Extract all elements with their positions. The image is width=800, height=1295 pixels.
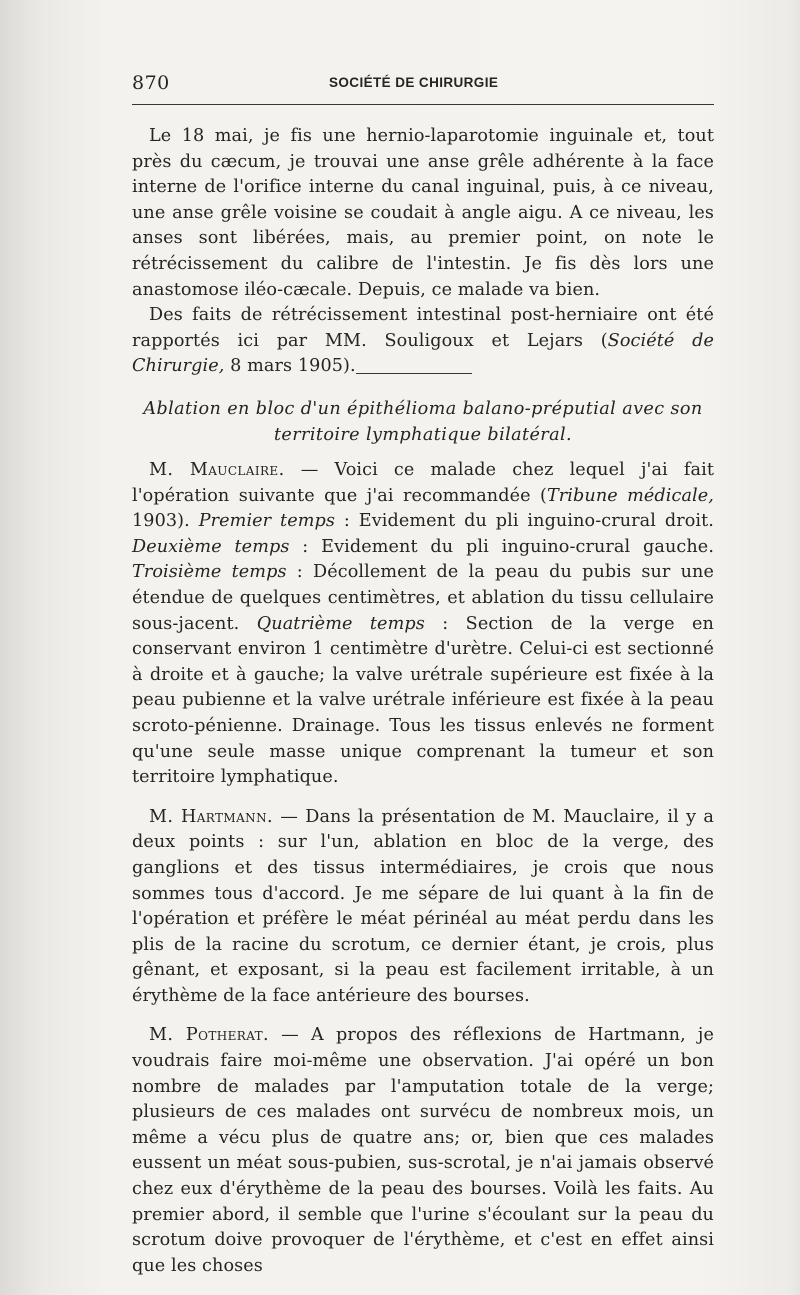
section-title-line-1: Ablation en bloc d'un épithélioma balano-préputial avec son: [143, 399, 703, 419]
speaker-hartmann: M. Hartmann.: [149, 806, 273, 827]
mauclaire-text-1: — Voici ce malade chez lequel j'ai fait l'opération suivante que j'ai recommandée (: [132, 460, 715, 506]
mauclaire-text-5: : Décollement de la peau du pubis sur une étendue de quelques centimètres, et ablation du tissu cellulaire sous-jacent.: [132, 562, 714, 634]
section-divider: [356, 373, 472, 374]
discussion-text-block: [132, 458, 714, 1279]
ref-text-a: Des faits de rétrécissement intestinal post-herniaire ont été rapportés ici par MM. Souligoux et Lejars (: [132, 305, 714, 351]
paragraph-references: [132, 303, 714, 380]
step-1-italic: Premier temps: [198, 511, 336, 532]
speaker-potherat: M. Potherat.: [149, 1025, 270, 1046]
paragraph-mauclaire: [132, 458, 714, 791]
mauclaire-citation-italic: Tribune médicale,: [546, 485, 714, 506]
speaker-mauclaire: M. Mauclaire.: [149, 460, 285, 480]
paragraph-case-report: Le 18 mai, je fis une hernio-laparotomie inguinale et, tout près du cæcum, je trouvai une anse grêle adhérente à la face interne de l'orifice interne du canal inguinal, puis, à ce niveau, une anse grêle voisine se coudait à angle aigu. A ce niveau, les anses sont libérées, mais, au premier point, on note le rétrécissement du calibre de l'intestin. Je fis dès lors une anastomose iléo-cæcale. Depuis, ce malade va bien.: [132, 126, 714, 300]
mauclaire-text-6: : Section de la verge en conservant environ 1 centimètre d'urètre. Celui-ci est sectionné à droite et à gauche; la valve urétrale supérieure est fixée à la peau pubienne et la valve urétrale inférieure est fixée à la peau scroto-pénienne. Drainage. Tous les tissus enlevés ne forment qu'une seule masse unique comprenant la tumeur et son territoire lymphatique.: [132, 613, 714, 788]
mauclaire-text-4: : Evidement du pli inguino-crural gauche.: [289, 536, 715, 557]
paragraph-hartmann: [132, 805, 714, 1010]
step-3-italic: Troisième temps: [132, 562, 287, 583]
step-4-italic: Quatrième temps: [256, 613, 425, 634]
hartmann-text: — Dans la présentation de M. Mauclaire, il y a deux points : sur l'un, ablation en bloc de la verge, des ganglions et des tissus intermédiaires, je crois que nous sommes tous d'accord. Je me sépare de lui quant à la fin de l'opération et préfère le méat périnéal au méat perdu dans les plis de la racine du scrotum, ce dernier étant, je crois, plus gênant, et exposant, si la peau est facilement irritable, à un érythème de la face antérieure des bourses.: [132, 806, 715, 1006]
running-head: [132, 72, 714, 96]
mauclaire-text-2: 1903).: [132, 511, 199, 532]
step-2-italic: Deuxième temps: [132, 536, 290, 557]
section-title-line-2: territoire lymphatique bilatéral.: [273, 425, 573, 445]
page-number: 870: [132, 72, 170, 94]
ref-text-b: 8 mars 1905).: [224, 356, 356, 377]
section-title: [132, 396, 714, 448]
potherat-text: — A propos des réflexions de Hartmann, je voudrais faire moi-même une observation. J'ai opéré un bon nombre de malades par l'amputation totale de la verge; plusieurs de ces malades ont survécu de nombreux mois, un même a vécu plus de quatre ans; or, bien que ces malades eussent un méat sous-pubien, sus-scrotal, je n'ai jamais observé chez eux d'érythème de la peau des bourses. Voilà les faits. Au premier abord, il semble que l'urine s'écoulant sur la peau du scrotum doive provoquer de l'érythème, et c'est en effet ainsi que les choses: [132, 1025, 714, 1276]
ref-journal-italic: Société de Chirurgie,: [132, 330, 714, 377]
header-rule: [132, 104, 714, 105]
upper-text-block: [132, 124, 714, 380]
mauclaire-text-3: : Evidement du pli inguino-crural droit.: [335, 511, 714, 532]
journal-title: SOCIÉTÉ DE CHIRURGIE: [329, 75, 499, 90]
paragraph-potherat: [132, 1023, 714, 1279]
